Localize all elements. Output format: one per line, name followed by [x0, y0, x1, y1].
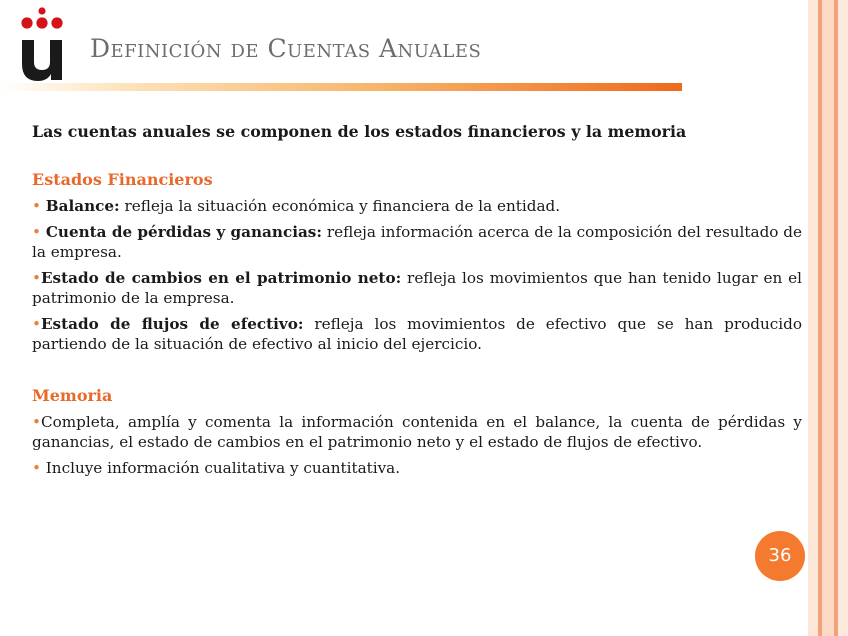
item-term: Estado de cambios en el patrimonio neto: — [40, 269, 402, 287]
heading-estados-financieros: Estados Financieros — [32, 170, 213, 189]
list-item-balance — [32, 196, 802, 216]
page-title: Definición de Cuentas Anuales — [90, 34, 482, 63]
item-text: refleja la situación económica y financiera de la entidad. — [119, 197, 561, 215]
item-text: refleja los movimientos que han tenido lugar en el patrimonio de la empresa. — [32, 269, 803, 307]
bullet-icon: • — [32, 197, 41, 215]
slide-content — [32, 122, 802, 484]
page-number-badge: 36 — [755, 531, 805, 581]
list-item-patrimonio — [32, 268, 802, 308]
item-term: Cuenta de pérdidas y ganancias: — [45, 223, 322, 241]
decor-stripe — [808, 0, 818, 636]
list-item-cuenta-pyg — [32, 222, 802, 262]
item-text: refleja los movimientos de efectivo que se han producido partiendo de la situación de efectivo al inicio del ejercicio. — [32, 315, 802, 353]
item-text: refleja información acerca de la composición del resultado de la empresa. — [32, 223, 803, 261]
intro-text: Las cuentas anuales se componen de los estados financieros y la memoria — [32, 122, 687, 141]
title-underline — [0, 83, 682, 91]
decor-stripe — [822, 0, 834, 636]
list-item-memoria-completa — [32, 412, 802, 452]
item-text: Incluye información cualitativa y cuantitativa. — [40, 459, 401, 477]
bullet-icon: • — [32, 315, 41, 333]
heading-memoria: Memoria — [32, 386, 113, 405]
item-term: Estado de flujos de efectivo: — [40, 315, 304, 333]
spacer — [32, 360, 802, 386]
item-text: Completa, amplía y comenta la información contenida en el balance, la cuenta de pérdidas y ganancias, el estado de cambios en el patrimonio neto y el estado de flujos de efectivo. — [32, 413, 802, 451]
bullet-icon: • — [32, 269, 41, 287]
item-term: Balance: — [45, 197, 120, 215]
list-item-flujos — [32, 314, 802, 354]
bullet-icon: • — [32, 459, 41, 477]
decor-stripe — [838, 0, 848, 636]
university-logo — [20, 6, 64, 82]
bullet-icon: • — [32, 223, 41, 241]
bullet-icon: • — [32, 413, 41, 431]
list-item-memoria-incluye — [32, 458, 802, 478]
